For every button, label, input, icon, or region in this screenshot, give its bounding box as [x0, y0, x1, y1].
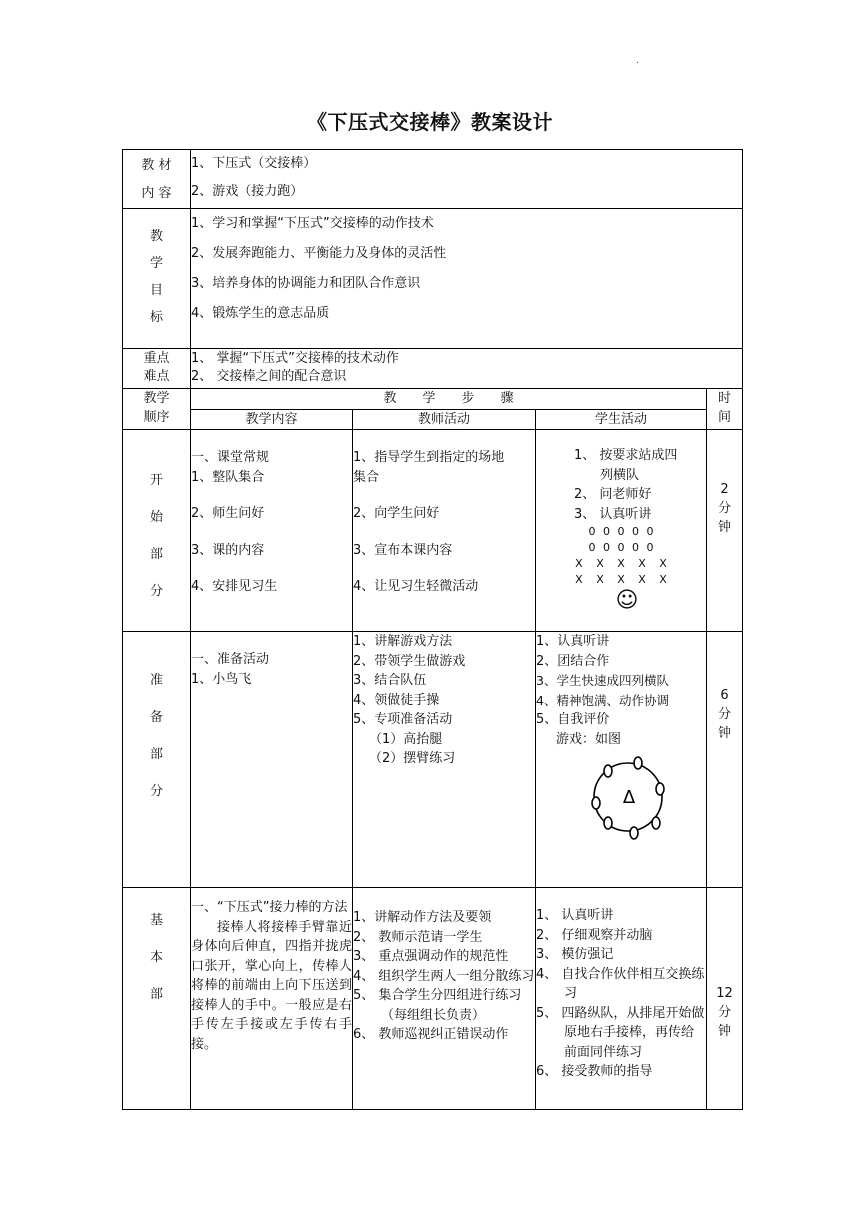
teacher-line: （1）高抬腿 — [369, 731, 443, 747]
content-line: 3、课的内容 — [191, 542, 265, 558]
label-char: 学 — [149, 256, 163, 271]
time-header — [707, 389, 743, 430]
student-line: 1、认真听讲 — [536, 634, 610, 649]
row-key-points — [123, 349, 743, 389]
method-title: 一、“下压式”接力棒的方法 — [191, 900, 348, 915]
content-line: 一、课堂常规 — [191, 450, 270, 465]
teacher-line: 2、带领学生做游戏 — [353, 653, 466, 669]
teacher-line: 3、 重点强调动作的规范性 — [353, 949, 509, 964]
start-student — [536, 430, 707, 632]
content-line: 2、师生问好 — [191, 506, 265, 521]
label-char: 标 — [149, 310, 163, 325]
student-marker — [630, 827, 638, 839]
basic-teacher — [353, 888, 536, 1110]
teacher-line: 6、 教师巡视纠正错误动作 — [353, 1027, 509, 1042]
student-line: 3、学生快速成四列横队 — [536, 673, 669, 688]
prep-teacher — [353, 632, 536, 888]
label-char: 部 — [149, 547, 163, 562]
goals-label — [123, 209, 191, 349]
label-char: 部 — [149, 987, 163, 1002]
teacher-line: 4、让见习生轻微活动 — [353, 579, 479, 594]
label-char: 备 — [149, 710, 163, 725]
time-char: 分 — [718, 707, 732, 722]
label-char: 始 — [149, 510, 163, 525]
content-col-header: 教学内容 — [191, 409, 353, 430]
teacher-line: 4、 组织学生两人一组分散练习 — [353, 968, 535, 984]
content-line: 4、安排见习生 — [191, 579, 278, 594]
formation-row: X X X X X — [575, 573, 667, 586]
teacher-line: 5、专项准备活动 — [353, 712, 453, 727]
label-char: 目 — [149, 283, 163, 298]
formation-row: 0 0 0 0 0 — [588, 541, 654, 554]
content-item: 1、下压式（交接棒） — [191, 156, 317, 171]
student-marker — [634, 757, 642, 769]
prep-content — [191, 632, 353, 888]
label-char: 分 — [149, 784, 163, 799]
key-items — [191, 349, 743, 389]
student-line: 6、 接受教师的指导 — [536, 1064, 653, 1079]
row-header-steps — [123, 389, 743, 410]
content-line: 1、小鸟飞 — [191, 671, 252, 687]
student-line: 2、 仔细观察并动脑 — [536, 927, 653, 943]
teacher-line: 1、指导学生到指定的场地 — [353, 450, 505, 465]
goal-item: 2、发展奔跑能力、平衡能力及身体的灵活性 — [191, 246, 447, 261]
lesson-plan-table — [122, 149, 743, 1110]
student-line: 列横队 — [600, 467, 640, 483]
teacher-line: 3、结合队伍 — [353, 673, 427, 688]
content-item: 2、游戏（接力跑） — [191, 184, 304, 199]
order-header — [123, 389, 191, 430]
student-line: 2、团结合作 — [536, 653, 610, 669]
teacher-line: 1、讲解游戏方法 — [353, 634, 453, 649]
header-dot: · — [636, 58, 640, 69]
goal-item: 1、学习和掌握“下压式”交接棒的动作技术 — [191, 216, 434, 231]
teacher-col-header: 教师活动 — [353, 409, 536, 430]
time-char: 12 — [716, 986, 733, 1001]
page-title: 《下压式交接棒》教案设计 — [307, 110, 553, 134]
student-line: 3、 模仿强记 — [536, 947, 614, 962]
content-items — [191, 150, 743, 209]
circle-game-diagram — [536, 749, 696, 845]
row-prep — [123, 632, 743, 888]
start-label — [123, 430, 191, 632]
smiley-icon: ☺ — [615, 588, 639, 613]
formation-row: 0 0 0 0 0 — [588, 525, 654, 538]
key-item: 2、 交接棒之间的配合意识 — [191, 369, 347, 384]
goal-item: 3、培养身体的协调能力和团队合作意识 — [191, 276, 421, 291]
student-line: 4、 自找合作伙伴相互交换练习 — [536, 966, 705, 1001]
student-marker — [652, 817, 660, 829]
label-line: 间 — [718, 410, 732, 425]
basic-label — [123, 888, 191, 1110]
teacher-line: （2）摆臂练习 — [369, 751, 456, 766]
student-line: 4、精神饱满、动作协调 — [536, 692, 669, 708]
teacher-line: 3、宣布本课内容 — [353, 542, 453, 558]
start-teacher — [353, 430, 536, 632]
formation-row: X X X X X — [575, 557, 667, 570]
teacher-line: 集合 — [353, 469, 380, 485]
label-char: 开 — [149, 473, 163, 488]
label-char: 准 — [149, 673, 163, 688]
student-marker — [604, 765, 612, 777]
content-line: 一、准备活动 — [191, 652, 270, 667]
student-line: 5、自我评价 — [536, 712, 610, 727]
start-time — [707, 430, 743, 632]
label-char: 本 — [149, 950, 163, 965]
key-item: 1、 掌握“下压式”交接棒的技术动作 — [191, 351, 399, 366]
time-char: 6 — [720, 688, 729, 703]
row-goals — [123, 209, 743, 349]
label-char: 教 — [149, 229, 163, 244]
goal-item: 4、锻炼学生的意志品质 — [191, 306, 330, 321]
label-line: 教学 — [143, 391, 170, 406]
student-line: 游戏：如图 — [556, 731, 622, 747]
label-line: 重点 — [143, 351, 170, 366]
label-char: 基 — [149, 913, 163, 928]
start-content — [191, 430, 353, 632]
teacher-line: 2、 教师示范请一学生 — [353, 929, 483, 945]
student-line: 5、 四路纵队，从排尾开始做原地右手接棒，再传给前面同伴练习 — [536, 1005, 705, 1060]
student-line: 1、 按要求站成四 — [574, 448, 678, 463]
time-char: 2 — [720, 482, 729, 497]
label-line: 教 材 — [141, 158, 172, 173]
student-marker — [604, 817, 612, 829]
steps-header: 教 学 步 骤 — [191, 389, 707, 410]
student-marker — [656, 783, 664, 795]
student-line: 1、 认真听讲 — [536, 908, 614, 923]
time-char: 钟 — [718, 520, 732, 535]
prep-time — [707, 632, 743, 888]
row-header-columns — [123, 409, 743, 430]
student-col-header: 学生活动 — [536, 409, 707, 430]
label-line: 顺序 — [143, 410, 170, 425]
center-mark: Δ — [622, 787, 636, 808]
content-label — [123, 150, 191, 209]
time-char: 分 — [718, 501, 732, 516]
label-char: 分 — [149, 584, 163, 599]
key-label — [123, 349, 191, 389]
label-line: 内 容 — [141, 186, 172, 201]
student-line: 2、 问老师好 — [574, 487, 652, 502]
row-content — [123, 150, 743, 209]
teacher-line: 5、 集合学生分四组进行练习（每组组长负责） — [353, 988, 522, 1023]
prep-label — [123, 632, 191, 888]
student-line: 3、 认真听讲 — [574, 506, 652, 522]
basic-student — [536, 888, 707, 1110]
row-basic — [123, 888, 743, 1110]
method-body: 接棒人将接棒手臂靠近身体向后伸直，四指并拢虎口张开，掌心向上，传棒人将棒的前端由上向下压送到接棒人的手中。一般应是右手传左手接或左手传右手接。 — [191, 919, 352, 1052]
student-marker — [592, 797, 600, 809]
row-start — [123, 430, 743, 632]
time-char: 钟 — [718, 1024, 732, 1039]
label-char: 部 — [149, 747, 163, 762]
time-char: 钟 — [718, 726, 732, 741]
goals-items — [191, 209, 743, 349]
teacher-line: 1、讲解动作方法及要领 — [353, 910, 492, 925]
basic-time — [707, 888, 743, 1110]
label-line: 难点 — [143, 369, 170, 384]
teacher-line: 2、向学生问好 — [353, 506, 440, 521]
prep-student — [536, 632, 707, 888]
teacher-line: 4、领做徒手操 — [353, 692, 440, 708]
content-line: 1、整队集合 — [191, 469, 265, 485]
label-line: 时 — [718, 391, 732, 406]
time-char: 分 — [718, 1005, 732, 1020]
basic-content — [191, 888, 353, 1110]
